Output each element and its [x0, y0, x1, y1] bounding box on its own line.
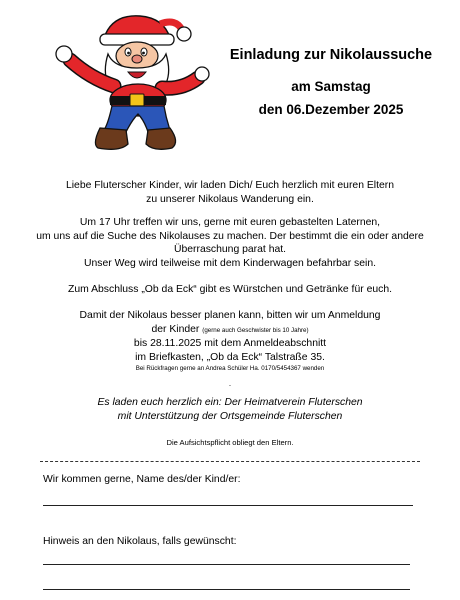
closing-food-paragraph [20, 283, 440, 297]
welcome-line-2: zu unserer Nikolaus Wanderung ein. [146, 193, 314, 205]
supervision-note: Die Aufsichtspflicht obliegt den Eltern. [166, 438, 294, 447]
note-write-line-2 [43, 589, 410, 590]
closing-paragraph [20, 396, 440, 423]
food-line: Zum Abschluss „Ob da Eck“ gibt es Würstchen und Getränke für euch. [68, 284, 392, 295]
welcome-line-1: Liebe Fluterscher Kinder, wir laden Dich/ Euch herzlich mit euren Eltern [65, 180, 395, 191]
meeting-line-4: Unser Weg wird teilweise mit dem Kinderwagen befahrbar sein. [83, 257, 377, 269]
separator-dot: . [228, 379, 232, 388]
event-day: am Samstag [291, 79, 371, 94]
registration-line-4: im Briefkasten, „Ob da Eck“ Talstraße 35. [135, 351, 325, 363]
registration-siblings-note: (gerne auch Geschwister bis 10 Jahre) [202, 326, 309, 334]
registration-line-2 [20, 323, 440, 338]
cut-line [40, 461, 420, 462]
registration-contact-note: Bei Rückfragen gerne an Andrea Schüler Ha. 0170/5454367 wenden [135, 365, 325, 373]
invitation-title: Einladung zur Nikolaussuche [229, 47, 433, 63]
note-write-line-1 [43, 564, 410, 565]
meeting-paragraph [20, 216, 440, 270]
santa-claus-illustration [42, 8, 212, 158]
closing-line-2: mit Unterstützung der Ortsgemeinde Fluterschen [117, 410, 343, 422]
meeting-line-3: Überraschung parat hat. [173, 244, 287, 256]
closing-line-1: Es laden euch herzlich ein: Der Heimatverein Fluterschen [97, 397, 363, 408]
names-write-line [43, 505, 413, 506]
names-label: Wir kommen gerne, Name des/der Kind/er: [43, 474, 241, 485]
nikolaus-note-label: Hinweis an den Nikolaus, falls gewünscht: [43, 536, 237, 547]
registration-children: der Kinder [151, 323, 200, 335]
registration-line-1: Damit der Nikolaus besser planen kann, bitten wir um Anmeldung [79, 310, 381, 321]
event-date: den 06.Dezember 2025 [258, 102, 404, 117]
registration-paragraph [20, 309, 440, 373]
meeting-line-1: Um 17 Uhr treffen wir uns, gerne mit euren gebastelten Laternen, [79, 217, 381, 228]
welcome-paragraph [20, 179, 440, 206]
registration-line-3: bis 28.11.2025 mit dem Anmeldeabschnitt [133, 338, 327, 350]
meeting-line-2: um uns auf die Suche des Nikolauses zu machen. Der bestimmt die ein oder andere [36, 230, 424, 242]
